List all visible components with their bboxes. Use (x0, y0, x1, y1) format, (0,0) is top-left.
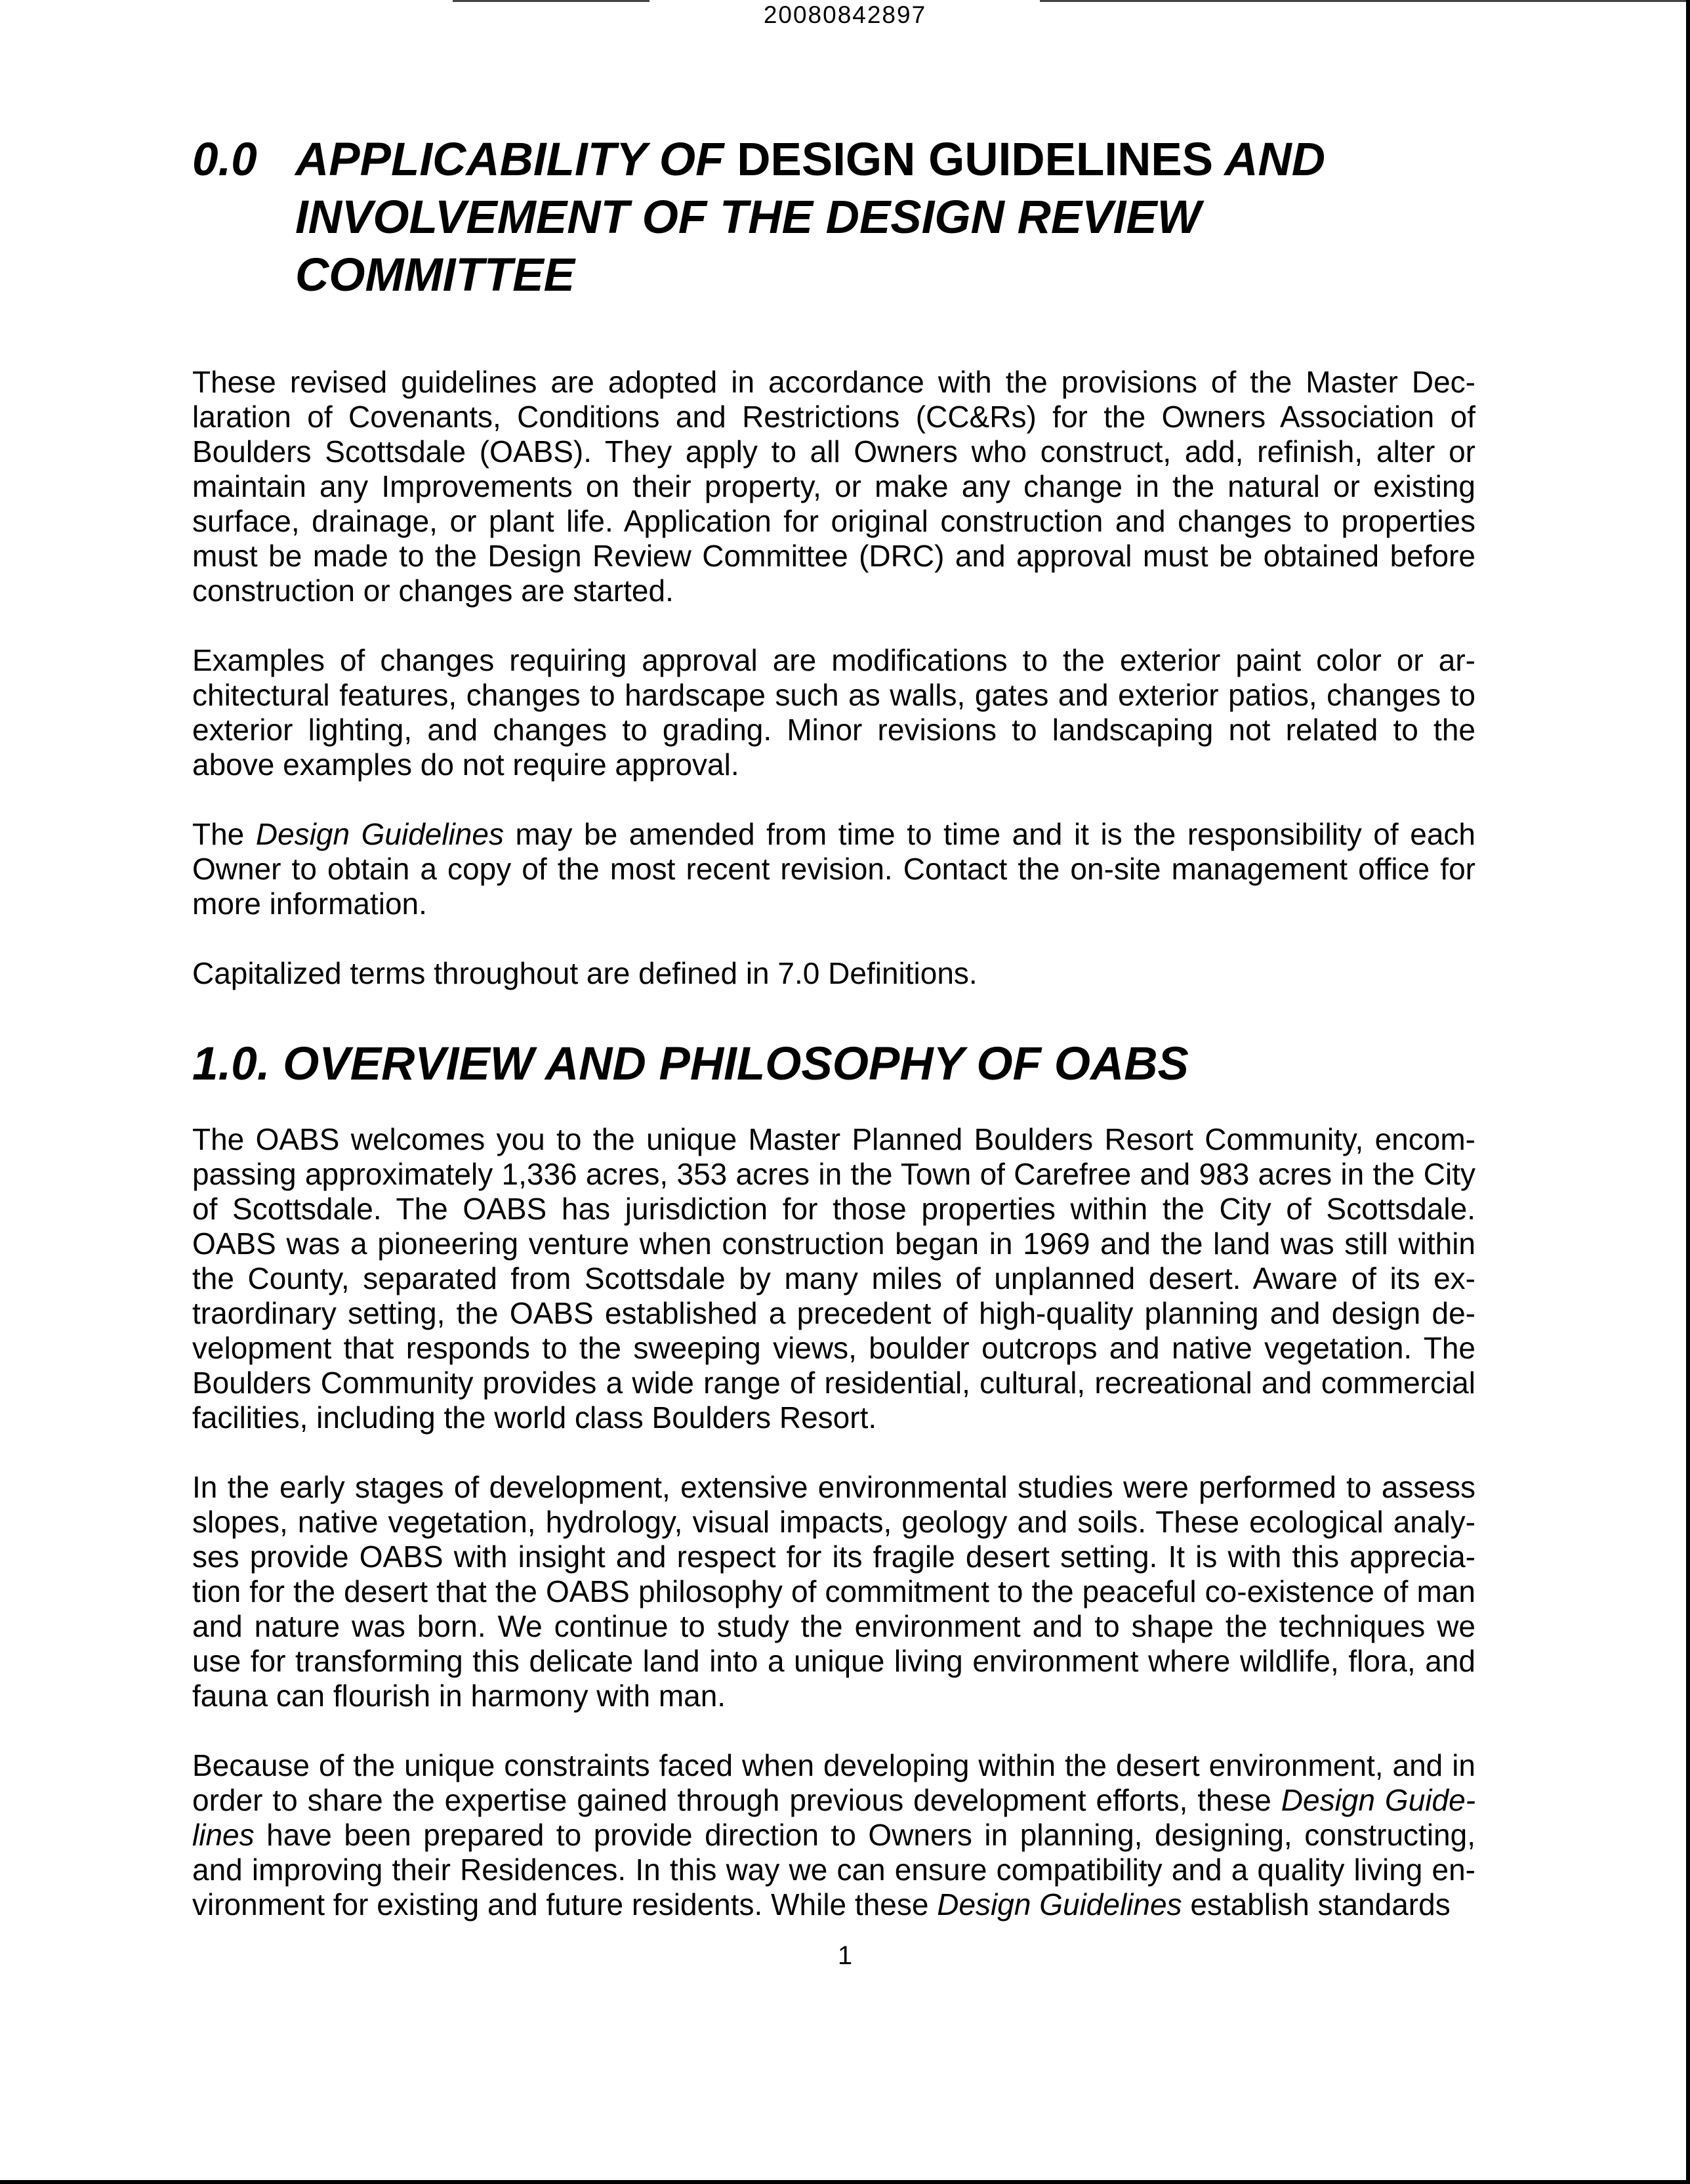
section-1-paragraph-1: The OABS welcomes you to the unique Master Planned Boulders Resort Community, encompassing approximately 1,336 acres, 353 acres in the Town of Carefree and 983 acres in the City of Scottsdale. The OABS has jurisdiction for those properties within the City of Scottsdale. OABS was a pioneering venture when construction began in 1969 and the land was still within the County, separated from Scottsdale by many miles of unplanned desert. Aware of its extraordinary setting, the OABS established a precedent of high-quality planning and design development that responds to the sweeping views, boulder outcrops and native vegetation. The Boulders Community provides a wide range of residential, cultural, recreational and commercial facilities, including the world class Boulders Resort. (192, 1122, 1475, 1435)
section-0-number: 0.0 (192, 134, 257, 186)
section-0-title-part2: DESIGN GUIDELINES (737, 134, 1214, 186)
s1p3-italic-d: Design Guidelines (937, 1887, 1182, 1922)
scan-right-border (1686, 0, 1690, 2184)
para3-text-after: may be amended from time to time and it is the responsibility of each Owner to obtain a copy of the most recent revision. Contact the on-site management office for more information. (192, 817, 1475, 921)
para3-text-before: The (192, 817, 256, 851)
section-0-paragraph-2: Examples of changes requiring approval are modifications to the exterior paint color or architectural features, changes to hardscape such as walls, gates and exterior patios, changes to exterior lighting, and changes to grading. Minor revisions to landscaping not related to the above examples do not require approval. (192, 643, 1475, 782)
document-id: 20080842897 (763, 1, 927, 28)
page-content (192, 131, 1475, 1922)
section-0-paragraph-1: These revised guidelines are adopted in accordance with the provisions of the Master Declaration of Covenants, Conditions and Restrictions (CC&Rs) for the Owners Association of Boulders Scottsdale (OABS). They apply to all Owners who construct, add, refinish, alter or maintain any Improvements on their property, or make any change in the natural or existing surface, drainage, or plant life. Application for original construction and changes to properties must be made to the Design Review Committee (DRC) and approval must be obtained before construction or changes are started. (192, 365, 1475, 608)
scan-bottom-border (0, 2180, 1690, 2184)
section-1-paragraph-3 (192, 1748, 1475, 1922)
section-0-title-part1: APPLICABILITY OF (295, 134, 737, 186)
s1p3-text-e: establish standards (1182, 1887, 1451, 1922)
section-0-paragraph-4: Capitalized terms throughout are defined in 7.0 Definitions. (192, 956, 978, 990)
para3-italic-title: Design Guidelines (255, 817, 504, 851)
s1p3-text-c: have been prepared to provide direction to Owners in planning, designing, constructing, and improving their Residences. In this way we can ensure compatibility and a quality living environment for existing and future residents. While these (192, 1818, 1475, 1922)
section-1-heading: 1.0. OVERVIEW AND PHILOSOPHY OF OABS (192, 1038, 1189, 1090)
section-0-paragraph-3 (192, 817, 1475, 921)
s1p3-text-a: Because of the unique constraints faced when developing within the desert environment, and in order to share the expertise gained through previous development efforts, these (192, 1748, 1475, 1817)
s1p3-italic-b: Design Guidelines (192, 1783, 1476, 1852)
section-0-heading (192, 131, 1475, 304)
page-number: 1 (837, 1941, 853, 1970)
section-0-title (295, 131, 1475, 304)
section-1-paragraph-2: In the early stages of development, extensive environmental studies were performed to assess slopes, native vegetation, hydrology, visual impacts, geology and soils. These ecological analyses provide OABS with insight and respect for its fragile desert setting. It is with this appreciation for the desert that the OABS philosophy of commitment to the peaceful co-existence of man and nature was born. We continue to study the environment and to shape the techniques we use for transforming this delicate land into a unique living environment where wildlife, flora, and fauna can flourish in harmony with man. (192, 1470, 1475, 1713)
section-0-title-part3: AND INVOLVEMENT OF THE DESIGN REVIEW COMMITTEE (295, 134, 1326, 301)
